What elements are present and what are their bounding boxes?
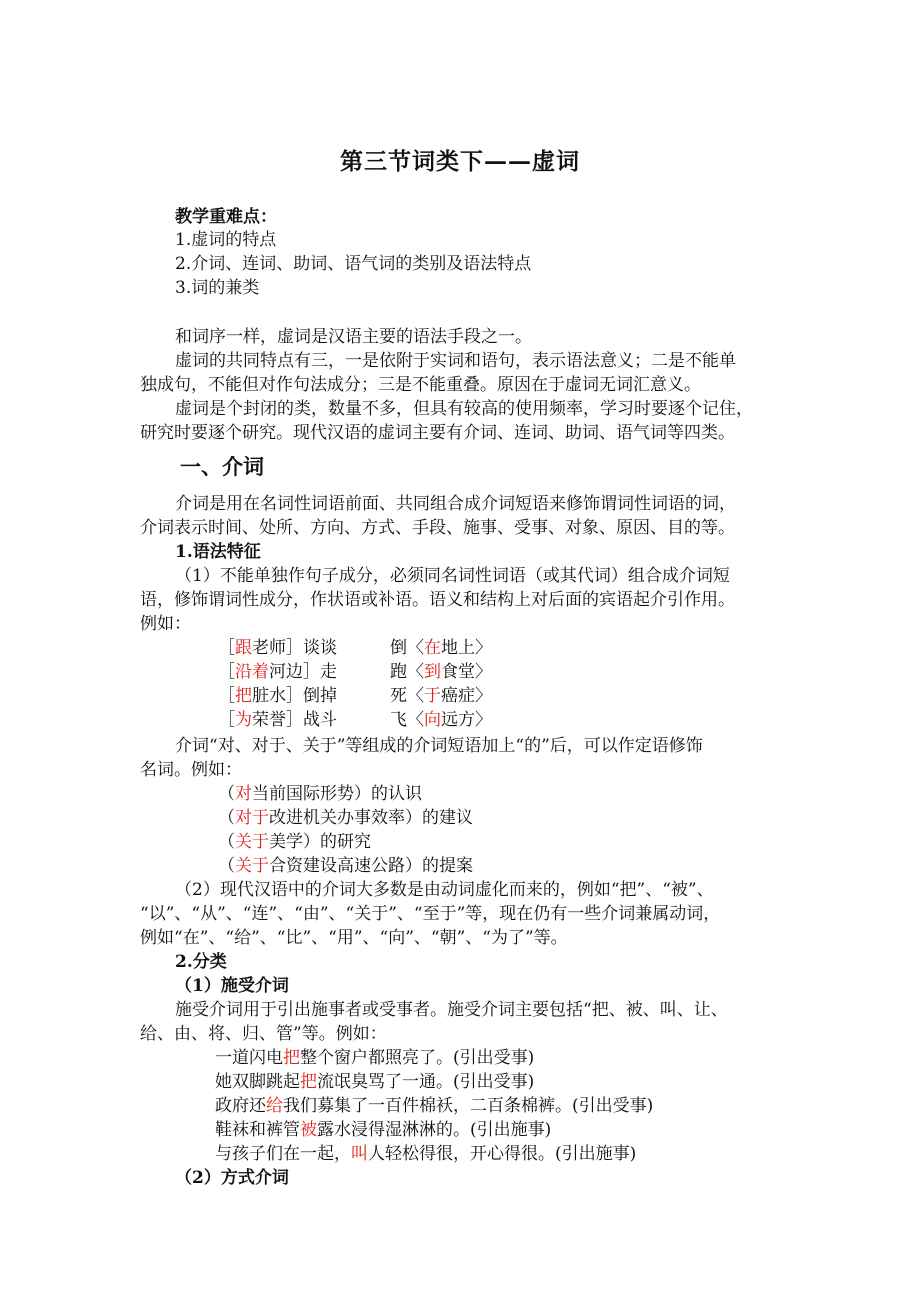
example-left: ［为荣誉］战斗 xyxy=(218,710,337,730)
example-line: 政府还给我们募集了一百件棉袄，二百条棉裤。(引出受事) xyxy=(215,1096,654,1116)
paragraph: 和词序一样，虚词是汉语主要的语法手段之一。 xyxy=(175,327,532,347)
preposition-highlight: 于 xyxy=(424,686,441,706)
preposition-highlight: 跟 xyxy=(235,638,252,658)
paragraph: 给、由、将、归、管”等。例如： xyxy=(140,1024,387,1044)
preposition-highlight: 为 xyxy=(235,710,252,730)
example-line: （关于合资建设高速公路）的提案 xyxy=(218,856,473,876)
paragraph: 施受介词用于引出施事者或受事者。施受介词主要包括“把、被、叫、让、 xyxy=(175,1000,728,1020)
focus-item: 2.介词、连词、助词、语气词的类别及语法特点 xyxy=(175,254,532,274)
paragraph: “以”、“从”、“连”、“由”、“关于”、“至于”等，现在仍有一些介词兼属动词， xyxy=(140,904,721,924)
preposition-highlight: 给 xyxy=(266,1096,283,1116)
paragraph: 例如： xyxy=(140,614,191,634)
preposition-highlight: 叫 xyxy=(351,1144,368,1164)
paragraph: 例如“在”、“给”、“比”、“用”、“向”、“朝”、“为了”等。 xyxy=(140,928,568,948)
example-left: ［跟老师］谈谈 xyxy=(218,638,337,658)
preposition-highlight: 被 xyxy=(300,1120,317,1140)
example-right: 倒〈在地上〉 xyxy=(390,638,492,658)
example-line: 与孩子们在一起，叫人轻松得很，开心得很。(引出施事) xyxy=(215,1144,637,1164)
example-left: ［把脏水］倒掉 xyxy=(218,686,337,706)
preposition-highlight: 把 xyxy=(300,1072,317,1092)
preposition-highlight: 对于 xyxy=(235,808,269,828)
example-line: （对于改进机关办事效率）的建议 xyxy=(218,808,473,828)
section-heading: 一、介词 xyxy=(180,454,264,479)
paragraph: （2）现代汉语中的介词大多数是由动词虚化而来的，例如“把”、“被”、 xyxy=(175,880,714,900)
preposition-highlight: 在 xyxy=(424,638,441,658)
example-line: （对当前国际形势）的认识 xyxy=(218,784,422,804)
category-heading: （1）施受介词 xyxy=(175,976,289,996)
preposition-highlight: 沿着 xyxy=(235,662,269,682)
preposition-highlight: 对 xyxy=(235,784,252,804)
category-heading: （2）方式介词 xyxy=(175,1168,289,1188)
preposition-highlight: 把 xyxy=(235,686,252,706)
example-line: 鞋袜和裤管被露水浸得湿淋淋的。(引出施事) xyxy=(215,1120,552,1140)
example-line: （关于美学）的研究 xyxy=(218,832,371,852)
paragraph: 虚词的共同特点有三，一是依附于实词和语句，表示语法意义；二是不能单 xyxy=(175,351,736,371)
paragraph: 介词是用在名词性词语前面、共同组合成介词短语来修饰谓词性词语的词， xyxy=(175,494,736,514)
page-title: 第三节词类下——虚词 xyxy=(340,148,580,175)
example-left: ［沿着河边］走 xyxy=(218,662,337,682)
preposition-highlight: 关于 xyxy=(235,832,269,852)
preposition-highlight: 关于 xyxy=(235,856,269,876)
subsection-heading: 1.语法特征 xyxy=(175,542,261,562)
example-right: 飞〈向远方〉 xyxy=(390,710,492,730)
paragraph: （1）不能单独作句子成分，必须同名词性词语（或其代词）组合成介词短 xyxy=(175,566,730,586)
paragraph: 研究时要逐个研究。现代汉语的虚词主要有介词、连词、助词、语气词等四类。 xyxy=(140,423,735,443)
example-right: 跑〈到食堂〉 xyxy=(390,662,492,682)
preposition-highlight: 到 xyxy=(424,662,441,682)
paragraph: 名词。例如： xyxy=(140,760,242,780)
example-line: 一道闪电把整个窗户都照亮了。(引出受事) xyxy=(215,1048,535,1068)
focus-item: 1.虚词的特点 xyxy=(175,230,277,250)
preposition-highlight: 向 xyxy=(424,710,441,730)
focus-item: 3.词的兼类 xyxy=(175,278,260,298)
paragraph: 独成句，不能但对作句法成分；三是不能重叠。原因在于虚词无词汇意义。 xyxy=(140,375,701,395)
paragraph: 介词“对、对于、关于”等组成的介词短语加上“的”后，可以作定语修饰 xyxy=(175,736,703,756)
example-line: 她双脚跳起把流氓臭骂了一通。(引出受事) xyxy=(215,1072,535,1092)
example-right: 死〈于癌症〉 xyxy=(390,686,492,706)
paragraph: 虚词是个封闭的类，数量不多，但具有较高的使用频率，学习时要逐个记住， xyxy=(175,399,753,419)
subsection-heading: 2.分类 xyxy=(175,952,227,972)
preposition-highlight: 把 xyxy=(283,1048,300,1068)
paragraph: 介词表示时间、处所、方向、方式、手段、施事、受事、对象、原因、目的等。 xyxy=(140,518,735,538)
paragraph: 语，修饰谓词性成分，作状语或补语。语义和结构上对后面的宾语起介引作用。 xyxy=(140,590,735,610)
focus-heading: 教学重难点： xyxy=(175,207,277,227)
